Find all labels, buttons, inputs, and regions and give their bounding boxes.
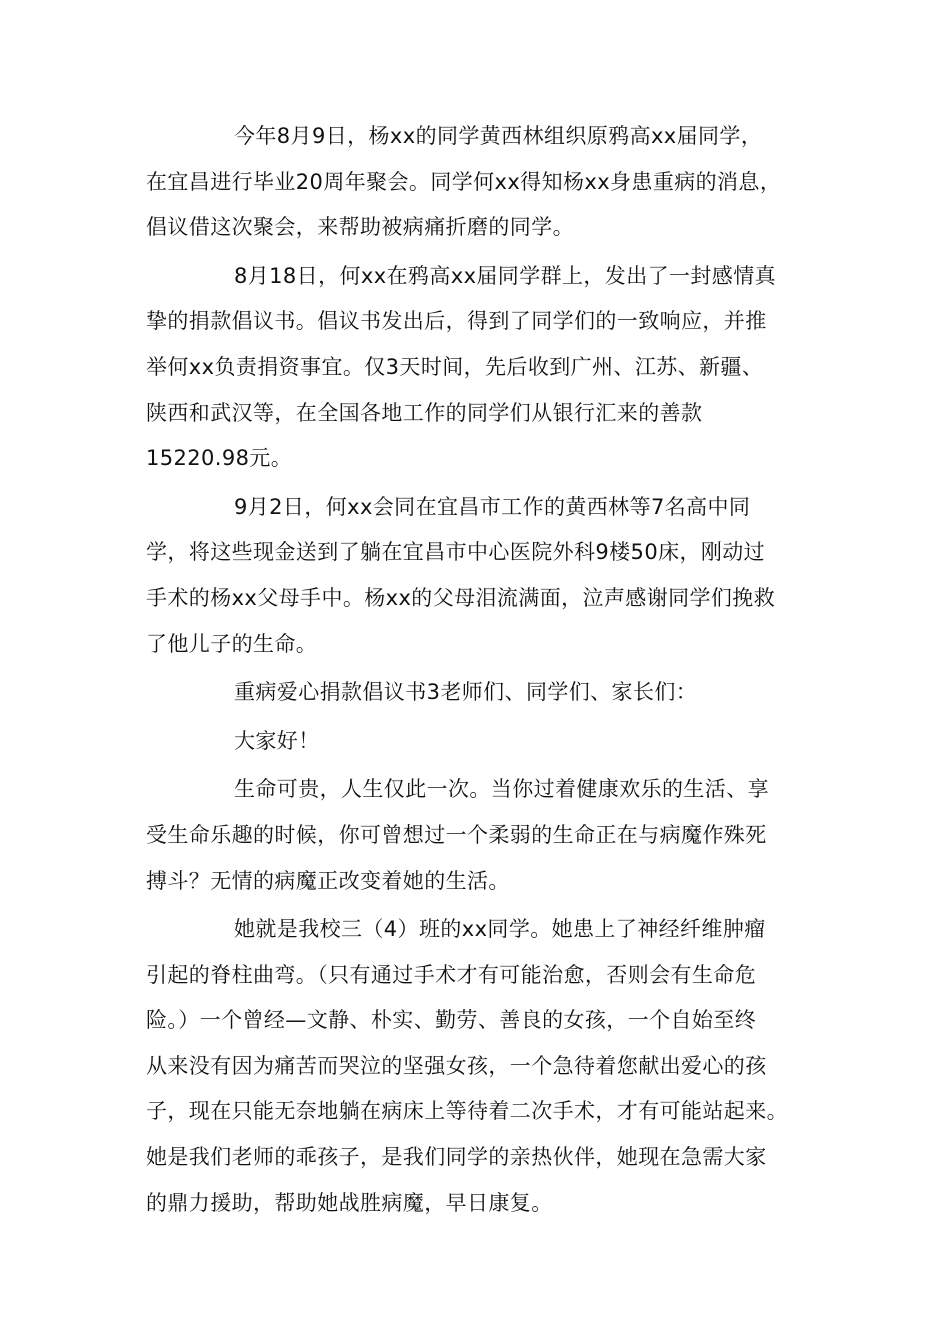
text-line: 15220.98元。 — [146, 446, 293, 471]
text-line: 大家好！ — [234, 728, 320, 753]
text-line: 在宜昌进行毕业20周年聚会。同学何xx得知杨xx身患重病的消息， — [146, 169, 782, 194]
document-body — [146, 114, 810, 1229]
paragraph-letter-heading — [146, 670, 810, 716]
paragraph-donation-delivery — [146, 485, 810, 667]
text-line: 引起的脊柱曲弯。（只有通过手术才有可能治愈，否则会有生命危 — [146, 962, 757, 987]
text-line: 搏斗？无情的病魔正改变着她的生活。 — [146, 868, 510, 893]
text-line: 挚的捐款倡议书。倡议书发出后，得到了同学们的一致响应，并推 — [146, 309, 767, 334]
text-line: 她就是我校三（4）班的xx同学。她患上了神经纤维肿瘤 — [234, 917, 766, 942]
paragraph-greeting — [146, 719, 810, 765]
text-line: 生命可贵，人生仅此一次。当你过着健康欢乐的生活、享 — [234, 777, 769, 802]
text-line: 重病爱心捐款倡议书3老师们、同学们、家长们： — [234, 680, 698, 705]
text-line: 倡议借这次聚会，来帮助被病痛折磨的同学。 — [146, 215, 574, 240]
paragraph-life-precious — [146, 767, 810, 904]
text-line: 的鼎力援助，帮助她战胜病魔，早日康复。 — [146, 1190, 553, 1215]
paragraph-class-reunion — [146, 114, 810, 251]
text-line: 手术的杨xx父母手中。杨xx的父母泪流满面，泣声感谢同学们挽救 — [146, 585, 776, 610]
text-line: 举何xx负责捐资事宜。仅3天时间，先后收到广州、江苏、新疆、 — [146, 354, 764, 379]
paragraph-donation-proposal — [146, 254, 810, 482]
text-line: 子，现在只能无奈地躺在病床上等待着二次手术，才有可能站起来。 — [146, 1099, 788, 1124]
paragraph-student-story — [146, 907, 810, 1226]
text-line: 她是我们老师的乖孩子，是我们同学的亲热伙伴，她现在急需大家 — [146, 1145, 767, 1170]
text-line: 从来没有因为痛苦而哭泣的坚强女孩，一个急待着您献出爱心的孩 — [146, 1053, 767, 1078]
text-line: 9月2日，何xx会同在宜昌市工作的黄西林等7名高中同 — [234, 494, 751, 519]
text-line: 今年8月9日，杨xx的同学黄西林组织原鸦高xx届同学， — [234, 124, 763, 148]
text-line: 了他儿子的生命。 — [146, 631, 318, 656]
text-line: 受生命乐趣的时候，你可曾想过一个柔弱的生命正在与病魔作殊死 — [146, 822, 767, 847]
text-line: 陕西和武汉等，在全国各地工作的同学们从银行汇来的善款 — [146, 400, 703, 425]
text-line: 险。）一个曾经—文静、朴实、勤劳、善良的女孩，一个自始至终 — [146, 1008, 757, 1033]
text-line: 8月18日，何xx在鸦高xx届同学群上，发出了一封感情真 — [234, 263, 776, 288]
text-line: 学，将这些现金送到了躺在宜昌市中心医院外科9楼50床，刚动过 — [146, 540, 766, 565]
